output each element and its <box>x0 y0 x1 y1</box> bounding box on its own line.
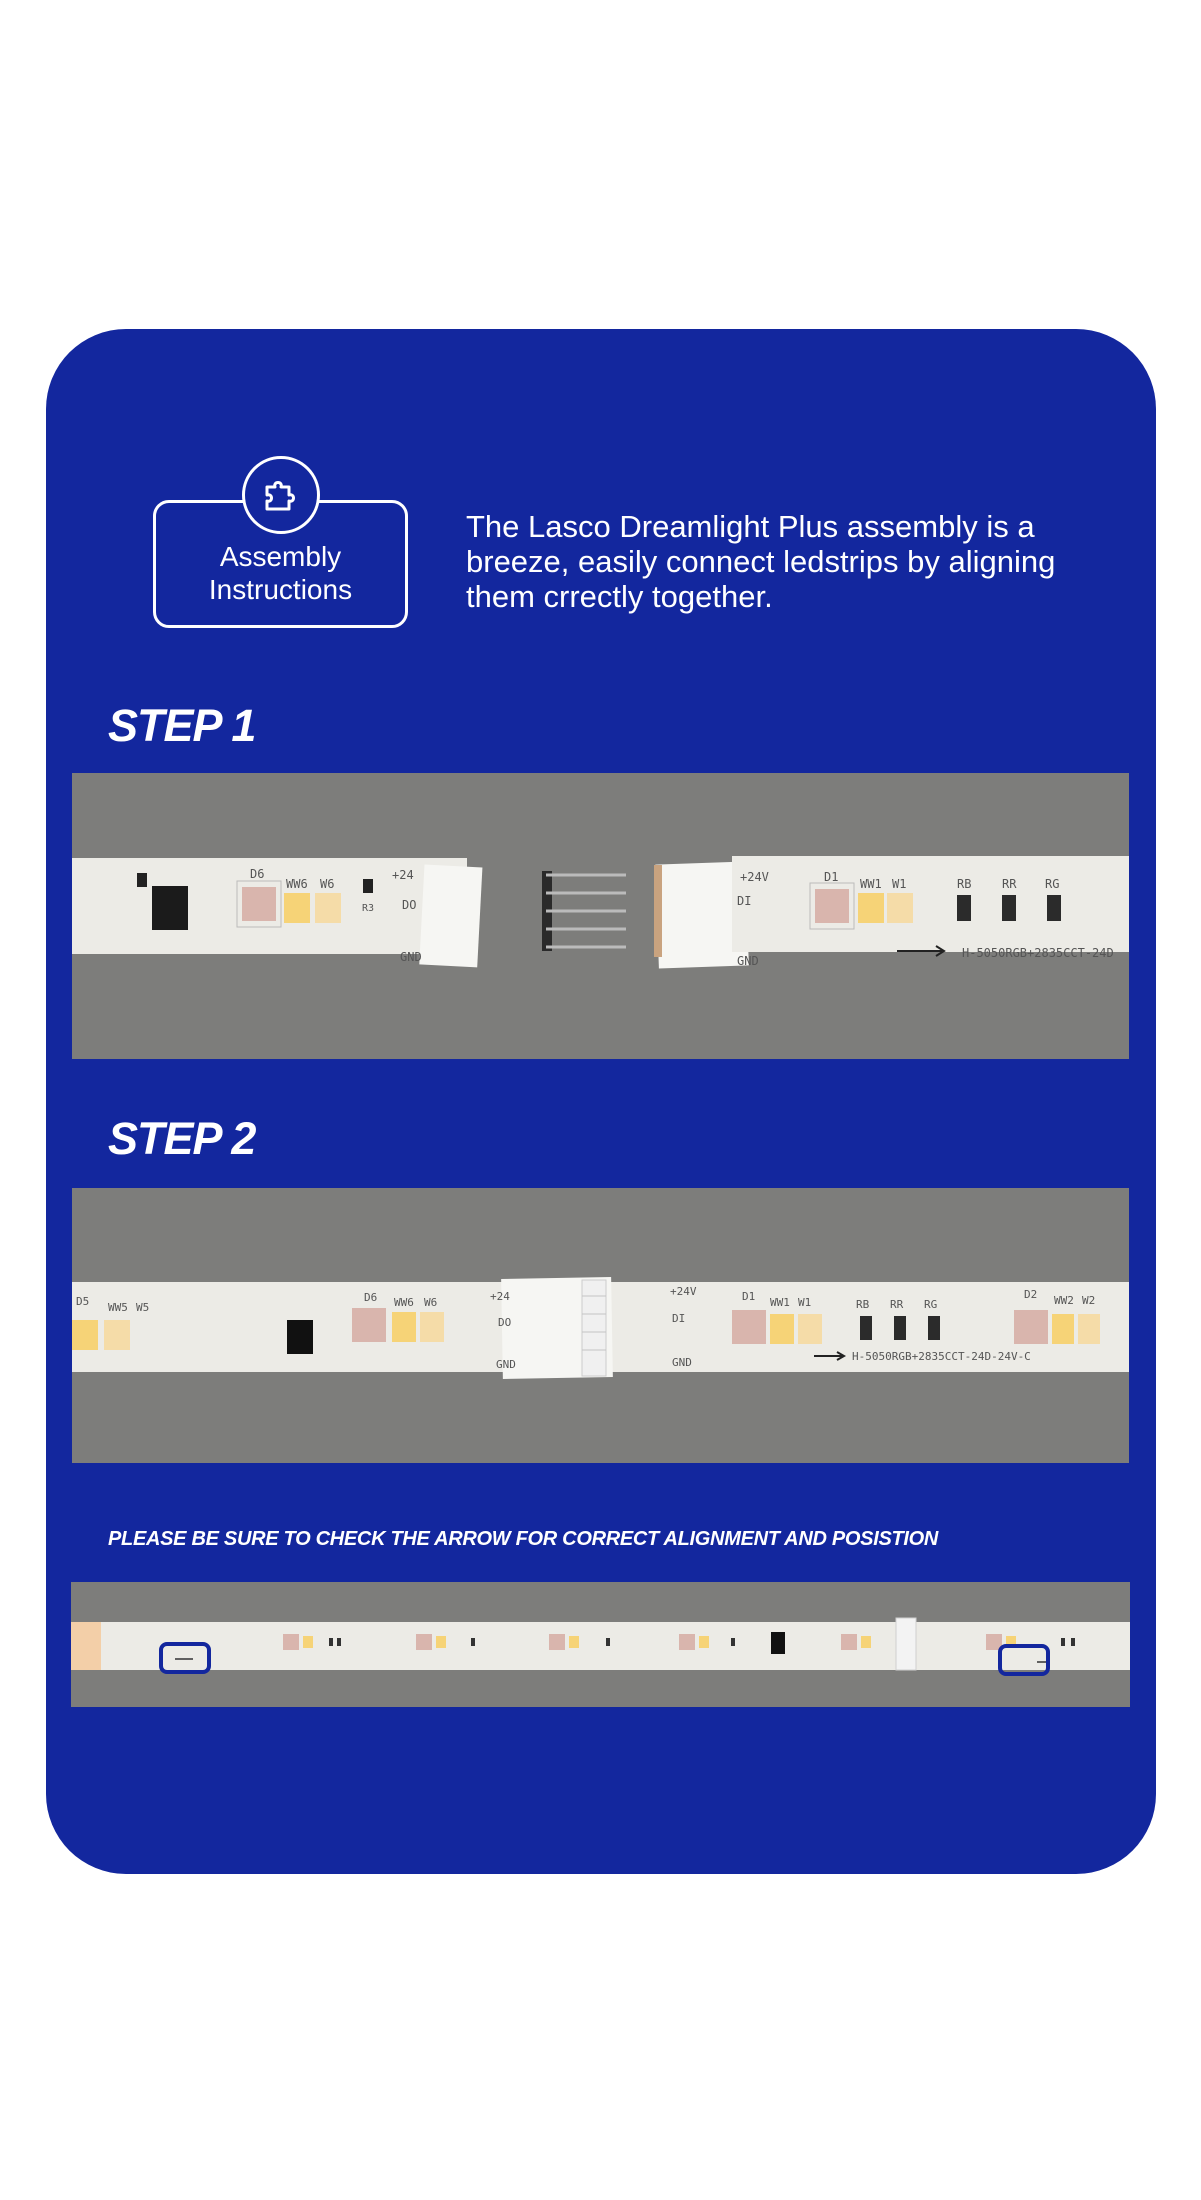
badge-label: Assembly Instructions <box>208 541 353 605</box>
svg-text:RG: RG <box>924 1298 938 1311</box>
svg-text:RR: RR <box>890 1298 904 1311</box>
svg-text:+24V: +24V <box>670 1285 697 1298</box>
svg-text:RR: RR <box>1002 877 1017 891</box>
svg-text:D2: D2 <box>1024 1288 1038 1301</box>
svg-text:W6: W6 <box>320 877 335 891</box>
svg-text:WW5: WW5 <box>108 1301 128 1314</box>
svg-text:GND: GND <box>496 1358 516 1371</box>
svg-text:D1: D1 <box>824 870 839 884</box>
step-2-title: STEP 2 <box>108 1113 256 1164</box>
svg-text:RB: RB <box>856 1298 870 1311</box>
svg-text:D6: D6 <box>250 867 265 881</box>
svg-text:WW1: WW1 <box>860 877 882 891</box>
svg-text:W5: W5 <box>136 1301 150 1314</box>
svg-text:R3: R3 <box>362 903 375 914</box>
step-1-title: STEP 1 <box>108 700 256 751</box>
svg-text:H-5050RGB+2835CCT-24D-24V-C: H-5050RGB+2835CCT-24D-24V-C <box>852 1350 1031 1363</box>
svg-text:GND: GND <box>672 1356 692 1369</box>
svg-text:H-5050RGB+2835CCT-24D: H-5050RGB+2835CCT-24D <box>962 946 1114 960</box>
svg-text:GND: GND <box>737 954 759 968</box>
svg-text:WW1: WW1 <box>770 1296 790 1309</box>
svg-text:+24: +24 <box>490 1290 510 1303</box>
pin-connector <box>582 1280 606 1376</box>
ic-chip <box>287 1320 313 1354</box>
svg-text:GND: GND <box>400 950 422 964</box>
svg-text:D6: D6 <box>364 1291 378 1304</box>
ic-chip <box>152 886 188 930</box>
right-led-strip <box>732 856 1129 952</box>
svg-text:W1: W1 <box>892 877 907 891</box>
intro-text: The Lasco Dreamlight Plus assembly is a breeze, easily connect ledstrips by aligning them crrectly together. <box>466 509 1056 614</box>
svg-text:D5: D5 <box>76 1295 90 1308</box>
svg-text:WW2: WW2 <box>1054 1294 1074 1307</box>
svg-text:WW6: WW6 <box>286 877 308 891</box>
svg-text:W6: W6 <box>424 1296 438 1309</box>
svg-text:RG: RG <box>1045 877 1060 891</box>
svg-text:DO: DO <box>498 1316 512 1329</box>
svg-text:W1: W1 <box>798 1296 812 1309</box>
alignment-note: PLEASE BE SURE TO CHECK THE ARROW FOR CORRECT ALIGNMENT AND POSISTION <box>108 1528 939 1550</box>
svg-text:DO: DO <box>402 898 417 912</box>
long-led-strip <box>71 1622 1130 1670</box>
puzzle-icon <box>242 456 320 534</box>
svg-text:DI: DI <box>737 894 752 908</box>
step-2-photo <box>72 1188 1129 1463</box>
svg-text:DI: DI <box>672 1312 686 1325</box>
svg-text:RB: RB <box>957 877 972 891</box>
step-1-photo <box>72 773 1129 1059</box>
svg-text:WW6: WW6 <box>394 1296 414 1309</box>
alignment-photo <box>71 1582 1130 1707</box>
svg-text:+24: +24 <box>392 868 414 882</box>
svg-text:+24V: +24V <box>740 870 769 884</box>
svg-text:D1: D1 <box>742 1290 756 1303</box>
svg-text:W2: W2 <box>1082 1294 1096 1307</box>
